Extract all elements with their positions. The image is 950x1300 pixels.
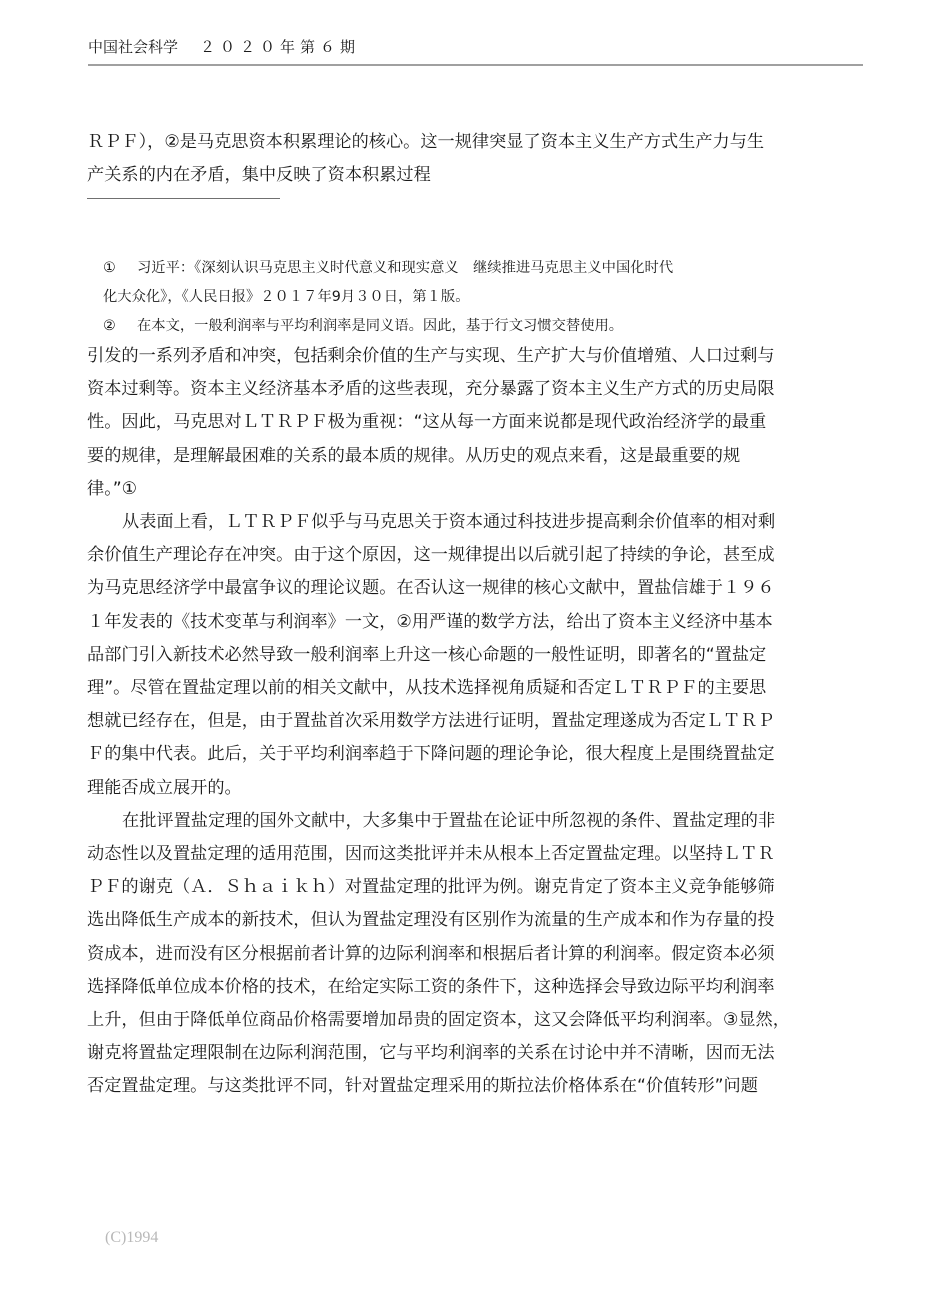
text-line: 性。因此，马克思对ＬＴＲＰＦ极为重视：“这从每一方面来说都是现代政治经济学的最重 — [87, 412, 767, 433]
text-line: 选择降低单位成本价格的技术，在给定实际工资的条件下，这种选择会导致边际平均利润率 — [87, 976, 775, 997]
footnote-1 — [103, 254, 803, 283]
footnote-marker: ① — [103, 260, 116, 276]
running-header — [88, 36, 863, 66]
text-line: 引发的一系列矛盾和冲突，包括剩余价值的生产与实现、生产扩大与价值增殖、人口过剩与 — [87, 346, 775, 366]
paragraph-2 — [87, 506, 865, 805]
footnote-separator — [87, 198, 280, 199]
text-line: 否定置盐定理。与这类批评不同，针对置盐定理采用的斯拉法价格体系在“价值转形”问题 — [87, 1076, 758, 1097]
text-line: 为马克思经济学中最富争议的理论议题。在否认这一规律的核心文献中，置盐信雄于１９６ — [87, 578, 775, 599]
footnote-2 — [103, 312, 803, 341]
footnote-text: 习近平：《深刻认识马克思主义时代意义和现实意义 继续推进马克思主义中国化时代 — [137, 260, 674, 276]
text-line: 上升，但由于降低单位商品价格需要增加昂贵的固定资本，这又会降低平均利润率。③显然， — [87, 1010, 790, 1031]
text-line: 产关系的内在矛盾，集中反映了资本积累过程 — [87, 165, 431, 186]
footnote-text: 在本文，一般利润率与平均利润率是同义语。因此，基于行文习惯交替使用。 — [137, 318, 624, 334]
carryover-paragraph — [87, 126, 865, 192]
text-line: 资成本，进而没有区分根据前者计算的边际利润率和根据后者计算的利润率。假定资本必须 — [87, 943, 775, 964]
text-line: 谢克将置盐定理限制在边际利润范围，它与平均利润率的关系在讨论中并不清晰，因而无法 — [87, 1043, 775, 1064]
text-line: 余价值生产理论存在冲突。由于这个原因，这一规律提出以后就引起了持续的争论，甚至成 — [87, 545, 775, 566]
journal-title: 中国社会科学 — [88, 38, 179, 56]
text-line: Ｆ的集中代表。此后，关于平均利润率趋于下降问题的理论争论，很大程度上是围绕置盐定 — [87, 744, 775, 765]
text-line: １年发表的《技术变革与利润率》一文，②用严谨的数学方法，给出了资本主义经济中基本 — [87, 611, 773, 632]
text-line: 资本过剩等。资本主义经济基本矛盾的这些表现，充分暴露了资本主义生产方式的历史局限 — [87, 379, 775, 400]
text-line: 品部门引入新技术必然导致一般利润率上升这一核心命题的一般性证明，即著名的“置盐定 — [87, 644, 767, 665]
footnote-1-continuation: 化大众化》，《人民日报》２０１７年9月３０日，第１版。 — [103, 289, 470, 305]
paragraph-1 — [87, 340, 865, 506]
text-line: 动态性以及置盐定理的适用范围，因而这类批评并未从根本上否定置盐定理。以坚持ＬＴＲ — [87, 844, 775, 865]
footnote-marker: ② — [103, 318, 116, 334]
text-line: ＰＦ的谢克（Ａ．Ｓｈａｉｋｈ）对置盐定理的批评为例。谢克肯定了资本主义竞争能够筛 — [87, 877, 775, 898]
text-line: 选出降低生产成本的新技术，但认为置盐定理没有区别作为流量的生产成本和作为存量的投 — [87, 910, 775, 931]
paragraph-3 — [87, 805, 865, 1104]
footnotes — [103, 254, 803, 341]
text-line: 要的规律，是理解最困难的关系的最本质的规律。从历史的观点来看，这是最重要的规 — [87, 445, 741, 466]
text-line: 律。”① — [87, 478, 138, 499]
issue-number: ２０２０年第６期 — [200, 38, 361, 56]
text-line: 在批评置盐定理的国外文献中，大多集中于置盐在论证中所忽视的条件、置盐定理的非 — [122, 810, 776, 831]
text-line: 想就已经存在，但是，由于置盐首次采用数学方法进行证明，置盐定理遂成为否定ＬＴＲＰ — [87, 711, 775, 732]
main-body — [87, 340, 865, 1104]
text-line: 理能否成立展开的。 — [87, 777, 242, 798]
text-line: ＲＰＦ），②是马克思资本积累理论的核心。这一规律突显了资本主义生产方式生产力与生 — [87, 132, 765, 152]
text-line: 理”。尽管在置盐定理以前的相关文献中，从技术选择视角质疑和否定ＬＴＲＰＦ的主要思 — [87, 678, 767, 699]
text-line: 从表面上看，ＬＴＲＰＦ似乎与马克思关于资本通过科技进步提高剩余价值率的相对剩 — [122, 512, 776, 533]
copyright-watermark: (C)1994 — [105, 1229, 159, 1246]
